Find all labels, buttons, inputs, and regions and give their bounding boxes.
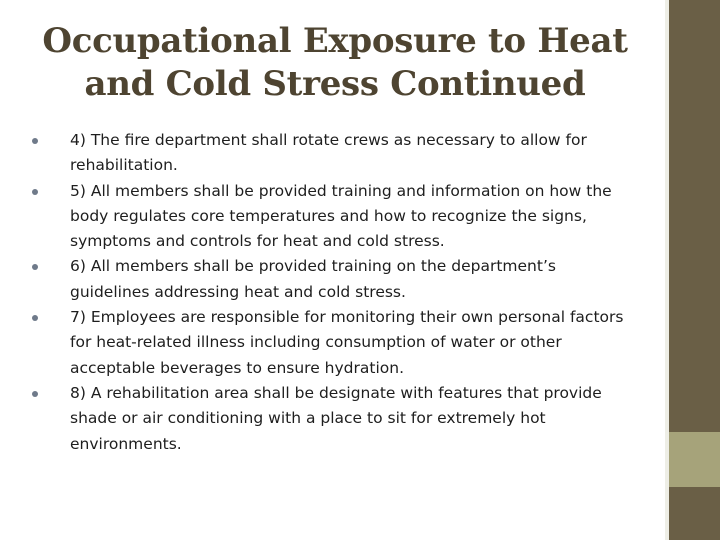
side-band-accent <box>669 432 720 487</box>
bullet-dot-icon <box>32 315 38 321</box>
bullet-dot-icon <box>32 264 38 270</box>
bullet-dot-icon <box>32 138 38 144</box>
bullet-text: 5) All members shall be provided training and information on how the body regulates core temperatures and how to recognize the signs, symptoms and controls for heat and cold stress. <box>70 181 612 251</box>
bullet-item <box>52 179 637 255</box>
bullet-text: 8) A rehabilitation area shall be designate with features that provide shade or air conditioning with a place to sit for extremely hot environments. <box>70 383 602 453</box>
bullet-text: 4) The fire department shall rotate crews as necessary to allow for rehabilitation. <box>70 131 587 175</box>
bullet-text: 6) All members shall be provided training on the department’s guidelines addressing heat and cold stress. <box>70 257 556 301</box>
bullet-item <box>52 381 637 457</box>
bullet-item <box>52 128 637 179</box>
slide-title-line-2: and Cold Stress Continued <box>84 64 586 104</box>
slide-title <box>20 20 650 106</box>
bullet-item <box>52 254 637 305</box>
bullet-list <box>52 128 637 457</box>
bullet-item <box>52 305 637 381</box>
side-band-dark-top <box>669 0 720 432</box>
bullet-text: 7) Employees are responsible for monitoring their own personal factors for heat-related illness including consumption of water or other acceptable beverages to ensure hydration. <box>70 308 624 377</box>
bullet-dot-icon <box>32 391 38 397</box>
bullet-dot-icon <box>32 189 38 195</box>
slide-title-line-1: Occupational Exposure to Heat <box>42 21 628 61</box>
side-band-dark-bottom <box>669 487 720 540</box>
